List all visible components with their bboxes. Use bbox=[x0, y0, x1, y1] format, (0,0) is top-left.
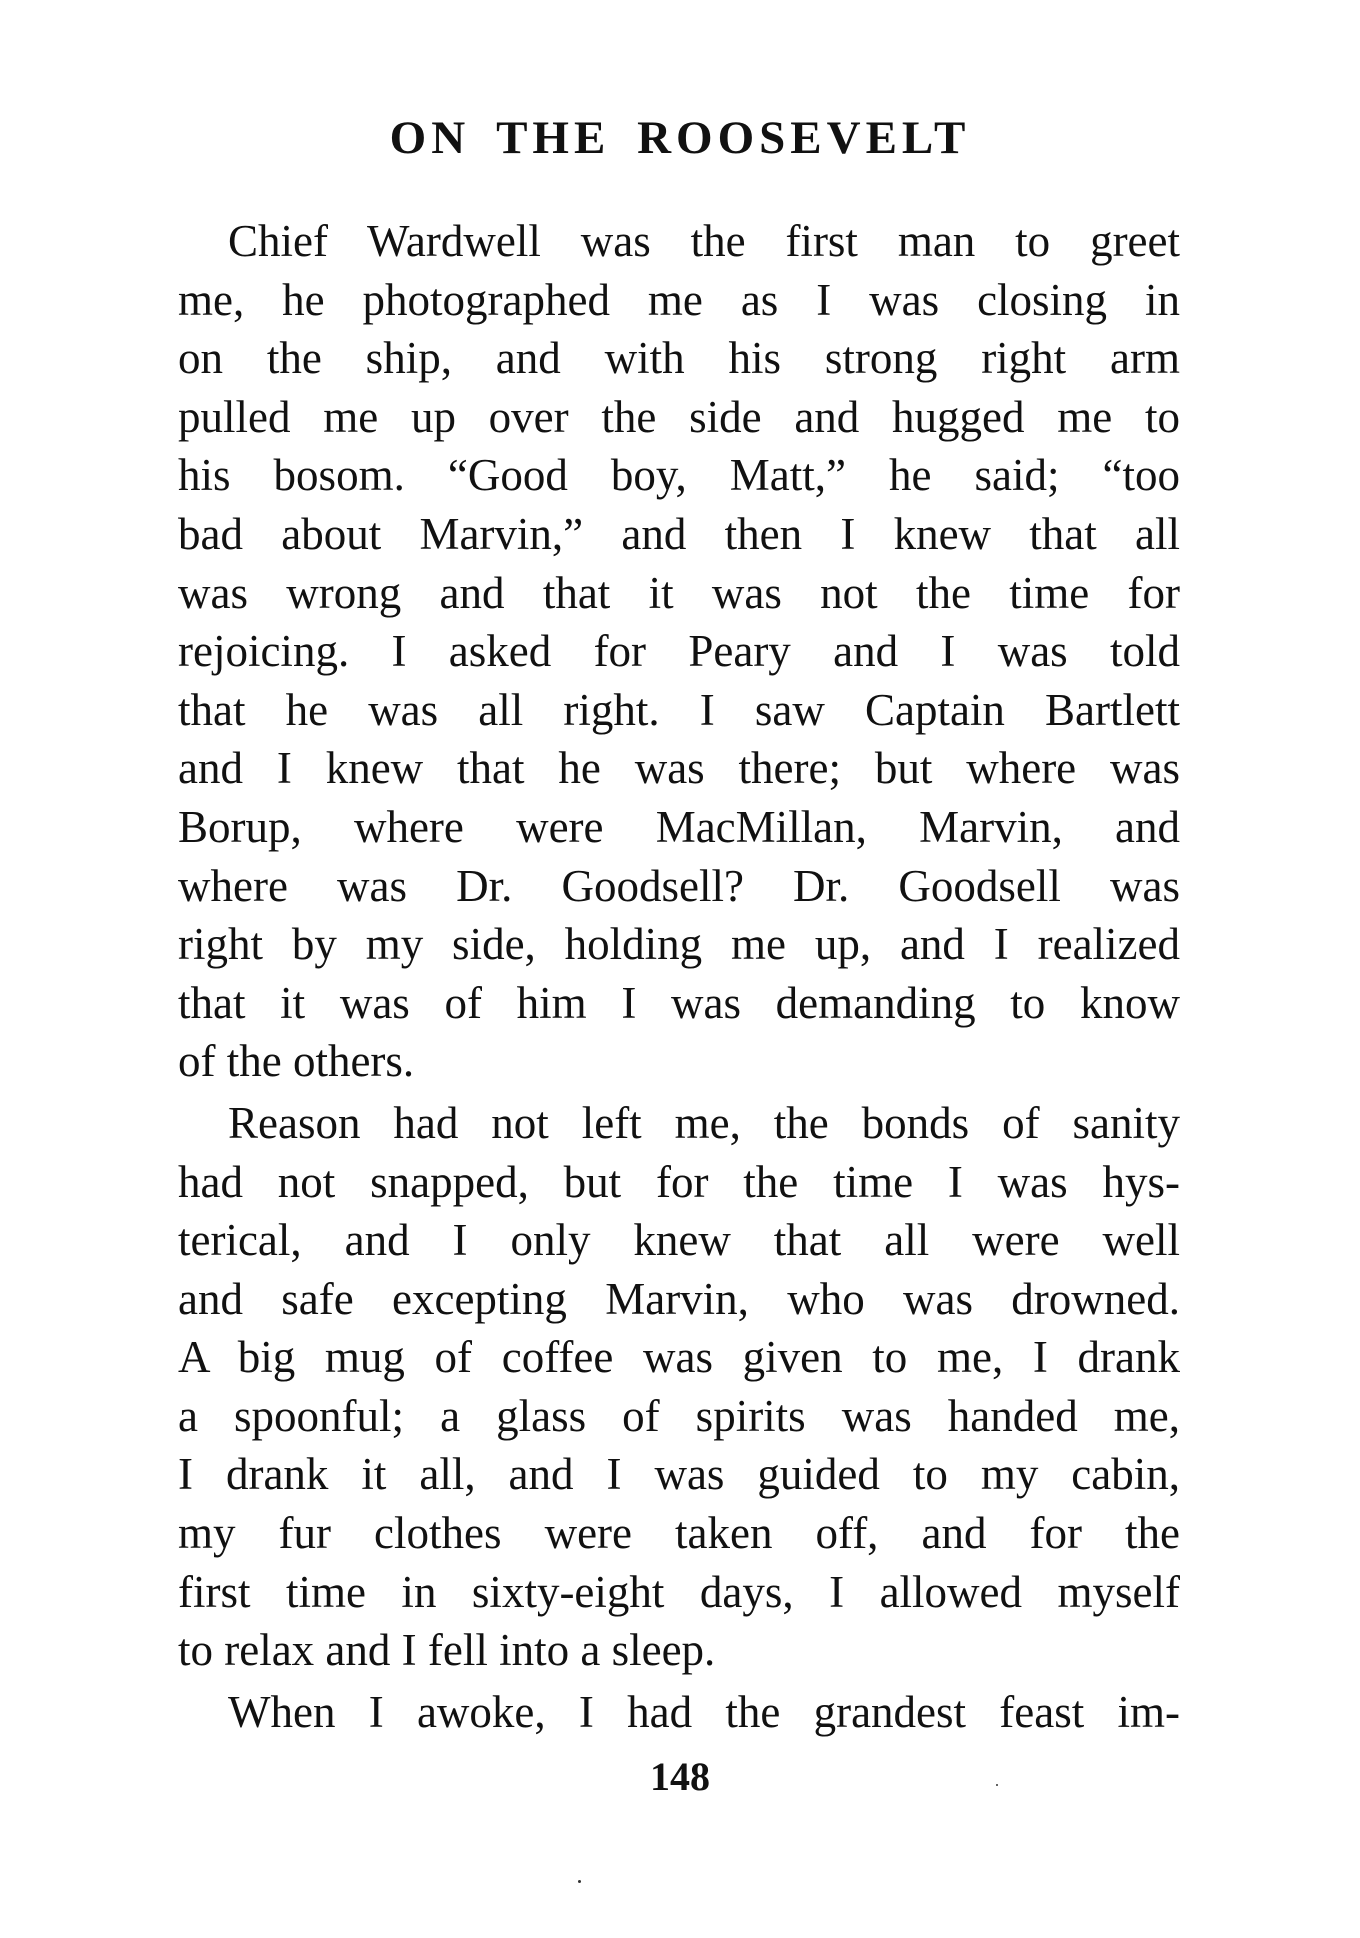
print-speck bbox=[578, 1880, 581, 1883]
text-line: that it was of him I was demanding to know bbox=[178, 977, 1180, 1028]
text-line: and safe excepting Marvin, who was drowned. bbox=[178, 1273, 1180, 1324]
paragraph-3 bbox=[178, 1683, 1180, 1742]
text-line: first time in sixty-eight days, I allowed myself bbox=[178, 1566, 1180, 1617]
text-line: Borup, where were MacMillan, Marvin, and bbox=[178, 801, 1180, 852]
text-line: to relax and I fell into a sleep. bbox=[178, 1625, 716, 1676]
text-line: terical, and I only knew that all were well bbox=[178, 1215, 1180, 1266]
text-line: a spoonful; a glass of spirits was handed me, bbox=[178, 1390, 1180, 1441]
body-text bbox=[178, 212, 1180, 1741]
paragraph-2 bbox=[178, 1094, 1180, 1680]
text-line: on the ship, and with his strong right arm bbox=[178, 333, 1180, 384]
text-line: where was Dr. Goodsell? Dr. Goodsell was bbox=[178, 860, 1180, 911]
running-head: ON THE ROOSEVELT bbox=[389, 112, 971, 164]
text-line: Chief Wardwell was the first man to greet bbox=[228, 216, 1180, 266]
text-line: had not snapped, but for the time I was hys- bbox=[178, 1156, 1180, 1207]
text-line: was wrong and that it was not the time for bbox=[178, 567, 1180, 618]
text-line: me, he photographed me as I was closing in bbox=[178, 274, 1180, 325]
text-line: bad about Marvin,” and then I knew that all bbox=[178, 508, 1180, 559]
text-line: of the others. bbox=[178, 1036, 415, 1087]
text-line: and I knew that he was there; but where was bbox=[178, 743, 1180, 794]
text-line: pulled me up over the side and hugged me to bbox=[178, 391, 1180, 442]
text-line: I drank it all, and I was guided to my cabin, bbox=[178, 1449, 1180, 1500]
page-number: 148 bbox=[650, 1754, 710, 1799]
text-line: A big mug of coffee was given to me, I drank bbox=[178, 1332, 1180, 1383]
text-line: that he was all right. I saw Captain Bartlett bbox=[178, 684, 1180, 735]
text-line: right by my side, holding me up, and I realized bbox=[178, 919, 1180, 970]
text-line: rejoicing. I asked for Peary and I was told bbox=[178, 626, 1180, 677]
text-line: my fur clothes were taken off, and for the bbox=[178, 1508, 1180, 1559]
paragraph-1 bbox=[178, 212, 1180, 1091]
text-line: When I awoke, I had the grandest feast im- bbox=[228, 1686, 1180, 1737]
text-line: Reason had not left me, the bonds of sanity bbox=[228, 1097, 1180, 1148]
text-line: his bosom. “Good boy, Matt,” he said; “too bbox=[178, 450, 1180, 501]
print-speck bbox=[996, 1784, 998, 1786]
